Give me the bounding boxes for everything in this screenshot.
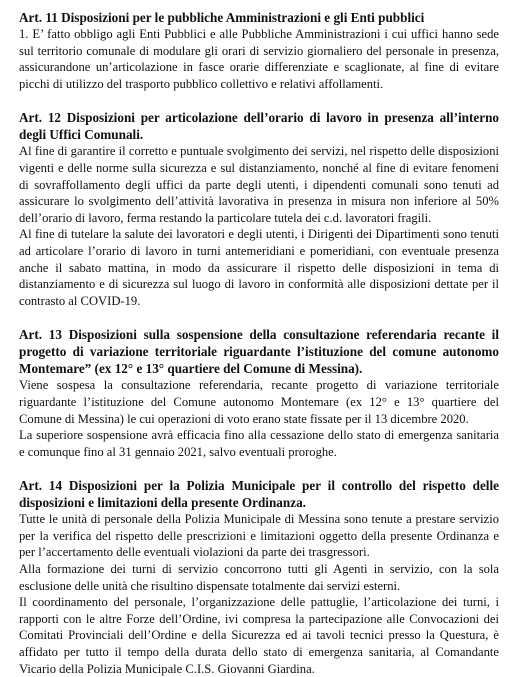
article-paragraph: 1. E’ fatto obbligo agli Enti Pubblici e alle Pubbliche Amministrazioni i cui uffici hanno sede sul territorio comunale di modulare gli orari di servizio giornaliero del personale in presenza, assicurandone un’articolazione in fasce orarie differenziate e scaglionate, al fine di evitare picchi di utilizzo del trasporto pubblico collettivo e relativi affollamenti. bbox=[19, 27, 499, 91]
article-paragraph: Alla formazione dei turni di servizio concorrono tutti gli Agenti in servizio, con la sola esclusione delle unità che risultino dispensate totalmente dai servizi esterni. bbox=[19, 562, 499, 593]
article-heading: Art. 11 Disposizioni per le pubbliche Amministrazioni e gli Enti pubblici bbox=[19, 10, 425, 25]
article-heading: Art. 14 Disposizioni per la Polizia Municipale per il controllo del rispetto delle disposizioni e limitazioni della presente Ordinanza. bbox=[19, 478, 499, 511]
article-14 bbox=[19, 477, 499, 677]
article-paragraph: Il coordinamento del personale, l’organizzazione delle pattuglie, l’articolazione dei turni, i rapporti con le altre Forze dell’Ordine, ivi compresa la partecipazione alle Convocazioni dei Comitati Provinciali dell’Ordine e della Sicurezza ed ai tavoli tecnici presso la Questura, è affidato per tutto il tempo della durata dello stato di emergenza sanitaria, al Comandante Vicario della Polizia Municipale C.I.S. Giovanni Giardina. bbox=[19, 595, 499, 676]
article-paragraph: Viene sospesa la consultazione referendaria, recante progetto di variazione territoriale riguardante l’istituzione del Comune autonomo Montemare (ex 12° e 13° quartiere del Comune di Messina) le cui operazioni di voto erano state fissate per il 13 dicembre 2020. bbox=[19, 378, 499, 426]
article-11 bbox=[19, 9, 499, 92]
article-paragraph: Al fine di garantire il corretto e puntuale svolgimento dei servizi, nel rispetto delle disposizioni vigenti e delle norme sulla sicurezza e sul distanziamento, nonché al fine di evitare fenomeni di sovraffollamento degli uffici da parte degli utenti, i dipendenti comunali sono tenuti ad assicurare lo svolgimento dell’attività lavorativa in presenza in misura non inferiore al 50% dell’orario di lavoro, ferma restando la particolare tutela dei c.d. lavoratori fragili. bbox=[19, 144, 499, 225]
article-heading: Art. 13 Disposizioni sulla sospensione della consultazione referendaria recante il progetto di variazione territoriale riguardante l’istituzione del comune autonomo Montemare” (ex 12° e 13° quartiere del Comune di Messina). bbox=[19, 327, 499, 377]
article-12 bbox=[19, 109, 499, 309]
article-paragraph: Tutte le unità di personale della Polizia Municipale di Messina sono tenute a prestare servizio per la verifica del rispetto delle prescrizioni e limitazioni oggetto della presente Ordinanza e per l’accertamento delle eventuali violazioni da parte dei trasgressori. bbox=[19, 512, 499, 560]
article-paragraph: La superiore sospensione avrà efficacia fino alla cessazione dello stato di emergenza sanitaria e comunque fino al 31 gennaio 2021, salvo eventuali proroghe. bbox=[19, 428, 499, 459]
article-13 bbox=[19, 326, 499, 460]
article-heading: Art. 12 Disposizioni per articolazione dell’orario di lavoro in presenza all’interno degli Uffici Comunali. bbox=[19, 110, 499, 143]
article-paragraph: Al fine di tutelare la salute dei lavoratori e degli utenti, i Dirigenti dei Dipartimenti sono tenuti ad articolare l’orario di lavoro in turni antemeridiani e pomeridiani, con eventuale presenza anche il sabato mattina, in modo da assicurare il rispetto delle disposizioni in tema di distanziamento e di sicurezza sul luogo di lavoro in conformità alle disposizioni dettate per il contrasto al COVID-19. bbox=[19, 227, 499, 308]
document-page bbox=[19, 9, 499, 677]
